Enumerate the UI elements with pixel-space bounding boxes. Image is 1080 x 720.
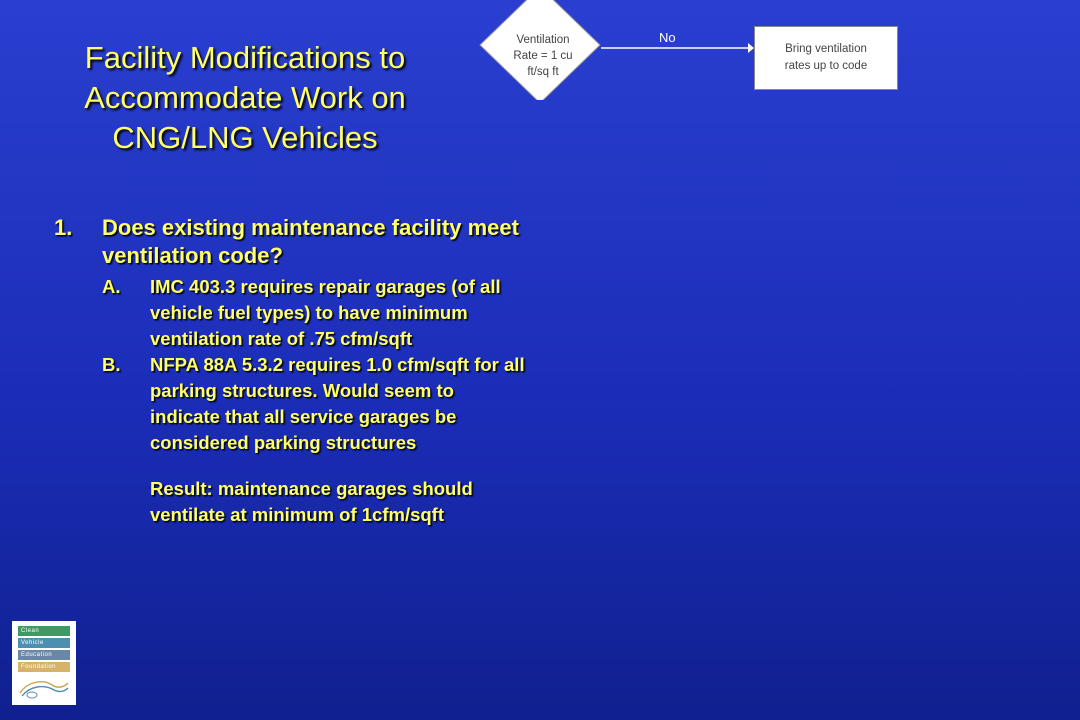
sub-item-b-line-4: considered parking structures — [150, 432, 417, 453]
sub-item-a-text — [150, 274, 501, 352]
result-line-2: ventilate at minimum of 1cfm/sqft — [150, 504, 444, 525]
sub-item-b — [102, 352, 644, 456]
title-line-2: Accommodate Work on — [84, 80, 406, 115]
action-line-1: Bring ventilation — [785, 43, 867, 55]
sub-item-a-line-3: ventilation rate of .75 cfm/sqft — [150, 328, 413, 349]
title-line-3: CNG/LNG Vehicles — [112, 120, 378, 155]
question-line-1: Does existing maintenance facility meet — [102, 215, 519, 240]
title-line-1: Facility Modifications to — [84, 40, 406, 75]
result-line-1: Result: maintenance garages should — [150, 478, 473, 499]
result-text — [150, 476, 644, 528]
sub-item-b-text — [150, 352, 525, 456]
decision-line-1: Ventilation — [516, 34, 570, 46]
decision-line-2: Rate = 1 cu — [513, 50, 573, 62]
cvef-logo — [12, 621, 76, 705]
logo-bar-clean: Clean — [18, 626, 70, 636]
action-line-2: rates up to code — [784, 60, 868, 72]
sub-item-a — [102, 274, 644, 352]
sub-item-b-line-2: parking structures. Would seem to — [150, 380, 454, 401]
sub-item-b-line-3: indicate that all service garages be — [150, 406, 457, 427]
action-box — [754, 26, 898, 90]
arrow-label-no: No — [659, 30, 676, 45]
sub-item-b-line-1: NFPA 88A 5.3.2 requires 1.0 cfm/sqft for all — [150, 354, 525, 375]
logo-vehicle-swoosh — [18, 675, 70, 699]
question-line-2: ventilation code? — [102, 243, 283, 268]
logo-bar-education: Education — [18, 650, 70, 660]
question-text — [102, 214, 519, 270]
decision-line-3: ft/sq ft — [527, 66, 559, 78]
logo-bar-foundation: Foundation — [18, 662, 70, 672]
sub-list — [102, 274, 644, 456]
question-number: 1. — [54, 215, 73, 240]
sub-item-b-letter: B. — [102, 354, 121, 375]
logo-bar-vehicle: Vehicle — [18, 638, 70, 648]
slide-title — [40, 38, 450, 158]
sub-item-a-letter: A. — [102, 276, 121, 297]
decision-label — [498, 32, 588, 80]
sub-item-a-line-2: vehicle fuel types) to have minimum — [150, 302, 468, 323]
slide-body — [54, 214, 644, 528]
sub-item-a-line-1: IMC 403.3 requires repair garages (of all — [150, 276, 501, 297]
question-item — [54, 214, 644, 270]
